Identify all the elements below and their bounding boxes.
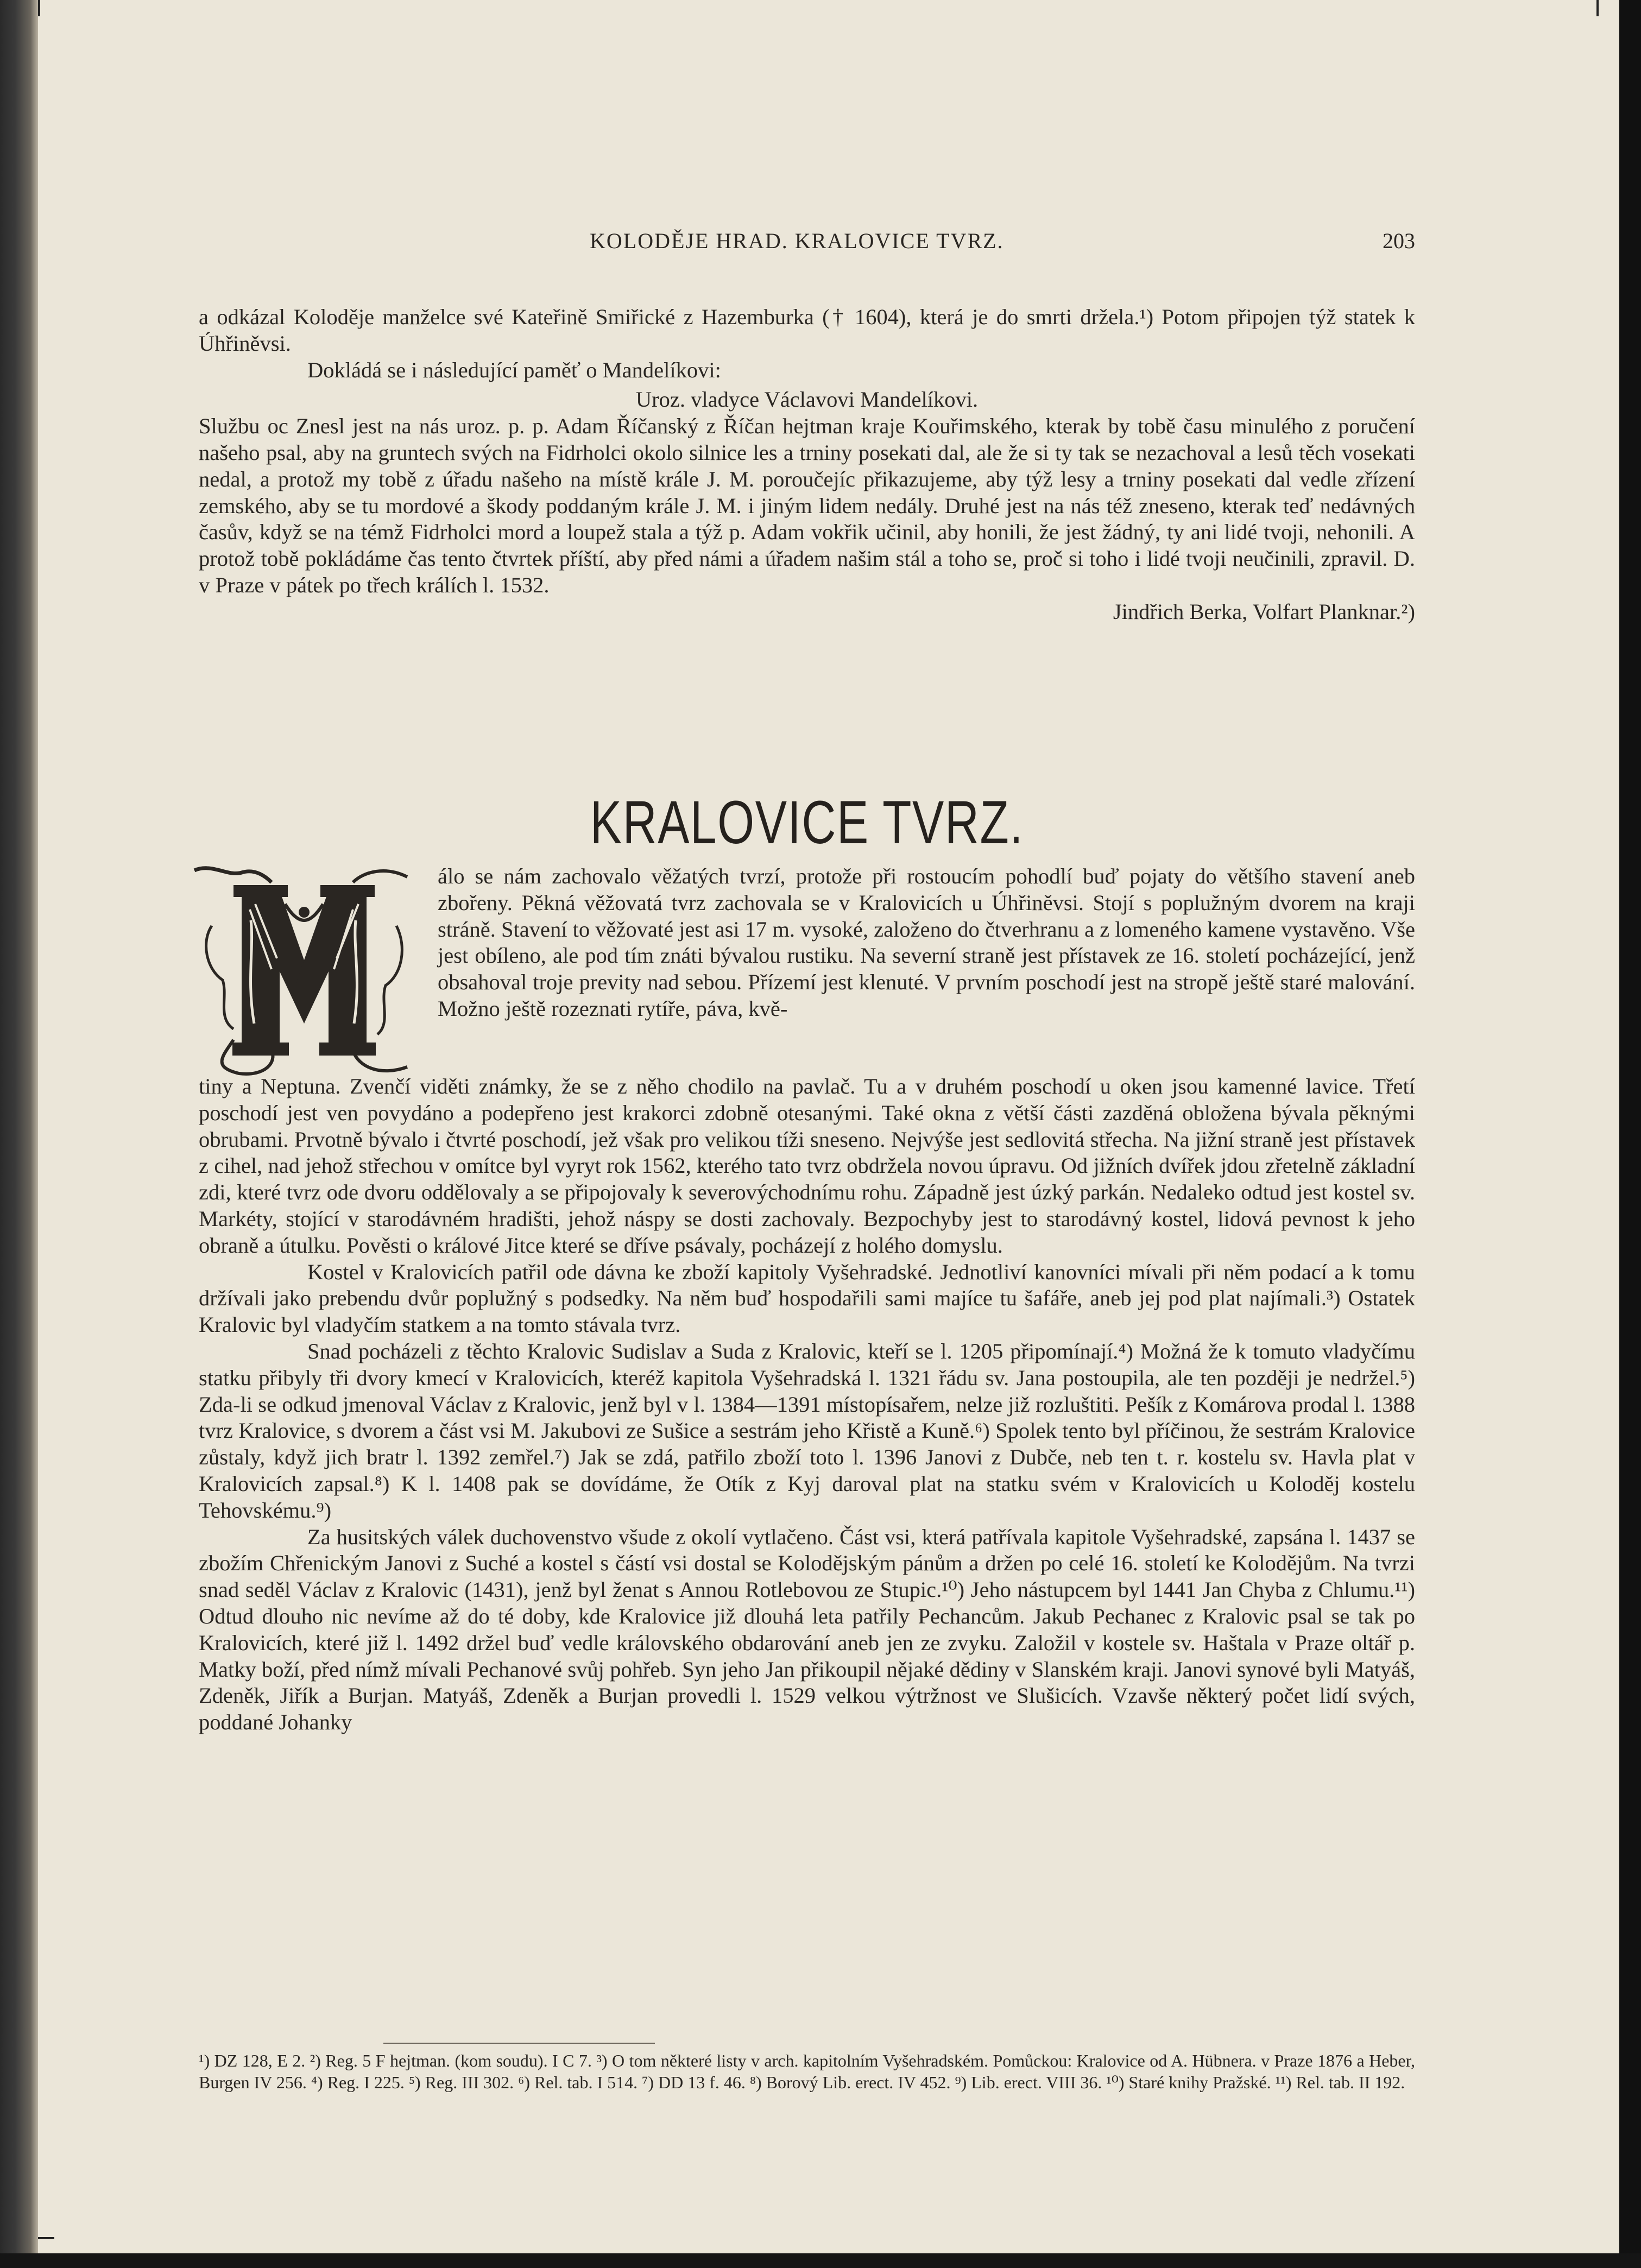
- intro-paragraph-1: a odkázal Koloděje manželce své Kateřině Smiřické z Hazemburka († 1604), která je do smrti držela.¹) Potom připojen týž statek k Úhřiněvsi.: [199, 305, 1415, 356]
- scan-edge-right: [1619, 0, 1641, 2268]
- section-paragraph-2: Kostel v Kralovicích patřil ode dávna ke zboží kapitoly Vyšehradské. Jednotliví kanovníci mívali při něm podací a k tomu držívali jako prebendu dvůr poplužný s podsedky. Na něm buď hospodařili sami majíce tu šafáře, aneb jej pod plat najímali.³) Ostatek Kralovic byl vladyčím statkem a na tomto stávala tvrz.: [199, 1259, 1415, 1337]
- footnote-rule: [383, 2043, 655, 2044]
- page-paper: [38, 0, 1619, 2253]
- intro-text: [199, 304, 1415, 626]
- section-paragraph-4: Za husitských válek duchovenstvo všude z okolí vytlačeno. Část vsi, která patřívala kapitole Vyšehradské, zapsána l. 1437 se zbožím Chřenickým Janovi z Suché a kostel s částí vsi dostal se Kolodějským pánům a držen po celé 16. století ke Kolodějům. Na tvrzi snad seděl Václav z Kralovic (1431), jenž byl ženat s Annou Rotlebovou ze Stupic.¹⁰) Jeho nástupcem byl 1441 Jan Chyba z Chlumu.¹¹) Odtud dlouho nic nevíme až do té doby, kde Kralovice již dlouhá leta patřily Pechancům. Jakub Pechanec z Kralovic psal se tak po Kralovicích, které již l. 1492 držel buď vedle královského obdarování aneb jen ze zvyku. Založil v kostele sv. Haštala v Praze oltář p. Matky boží, před nímž mívali Pechanové svůj pohřeb. Syn jeho Jan přikoupil nějaké dědiny v Slanském kraji. Janovi synové byli Matyáš, Zdeněk, Jiřík a Burjan. Matyáš, Zdeněk a Burjan provedli l. 1529 velkou výtržnost ve Slušicích. Vzavše některý počet lidí svých, poddané Johanky: [199, 1524, 1415, 1735]
- dropcap-m-picture: [190, 861, 418, 1078]
- running-header: [199, 228, 1415, 261]
- footnotes-text: ¹) DZ 128, E 2. ²) Reg. 5 F hejtman. (kom soudu). I C 7. ³) O tom některé listy v arch. kapitolním Vyšehradském. Pomůckou: Kralovice od A. Hübnera. v Praze 1876 a Heber, Burgen IV 256. ⁴) Reg. I 225. ⁵) Reg. III 302. ⁶) Rel. tab. I 514. ⁷) DD 13 f. 46. ⁸) Borový Lib. erect. IV 452. ⁹) Lib. erect. VIII 36. ¹⁰) Staré knihy Pražské. ¹¹) Rel. tab. II 192.: [199, 2051, 1415, 2092]
- running-header-title: KOLODĚJE HRAD. KRALOVICE TVRZ.: [590, 229, 1004, 253]
- book-binding-shadow: [0, 0, 38, 2268]
- crop-mark-top-left: [38, 0, 40, 16]
- scan-edge-bottom: [0, 2253, 1641, 2268]
- crop-mark-top-right: [1596, 0, 1599, 16]
- letter-heading: Uroz. vladyce Václavovi Mandelíkovi.: [635, 387, 979, 412]
- letter-body: Službu oc Znesl jest na nás uroz. p. p. Adam Říčanský z Říčan hejtman kraje Kouřimského, kterak by tobě času minulého z poručení našeho psal, aby na gruntech svých na Fidrholci okolo silnice les a trniny posekati dal, ale že si ty tak se nezachoval a lesů těch vosekati nedal, a protož my tobě z úřadu našeho na místě krále J. M. poroučejíc přikazujeme, aby týž lesy a trniny posekati dal vedle zřízení zemského, aby se tu mordové a škody poddaným krále J. M. i jiným lidem nedály. Druhé jest na nás též zneseno, kterak teď nedávných časův, když se na témž Fidrholci mord a loupež stala a týž p. Adam vokřik učinil, aby honili, že jest žádný, ty ani lidé tvoji, nehonili. A protož tobě pokládáme čas tento čtvrtek příští, aby před námi a úřadem našim stál a toho se, proč si toho i lidé tvoji neučinili, zpravil. D. v Praze v pátek po třech králích l. 1532.: [199, 414, 1415, 597]
- dropcap-ornament: [190, 861, 418, 1078]
- first-paragraph-wrapped: [438, 863, 1415, 1022]
- section-paragraph-3: Snad pocházeli z těchto Kralovic Sudislav a Suda z Kralovic, kteří se l. 1205 připomínají.⁴) Možná že k tomuto vladyčímu statku přibyly tři dvory kmecí v Kralovicích, kteréž kapitola Vyšehradská l. 1321 řádu sv. Jana postoupila, ale ten později je nedržel.⁵) Zda-li se odkud jmenoval Václav z Kralovic, jenž byl v l. 1384—1391 místopísařem, nelze již rozluštiti. Pešík z Komárova prodal l. 1388 tvrz Kralovice, s dvorem a část vsi M. Jakubovi ze Sušice a sestrám jeho Křistě a Kuně.⁶) Spolek tento byl příčinou, že sestrám Kralovice zůstaly, když jich bratr l. 1392 zemřel.⁷) Jak se zdá, patřilo zboží toto l. 1396 Janovi z Dubče, neb ten t. r. kostelu sv. Havla plat v Kralovicích zapsal.⁸) K l. 1408 pak se dovídáme, že Otík z Kyj daroval plat na statku svém v Kralovicích u Koloděj kostelu Tehovskému.⁹): [199, 1338, 1415, 1522]
- page-number: 203: [1383, 229, 1415, 253]
- first-paragraph-continuation: tiny a Neptuna. Zvenčí viděti známky, že se z něho chodilo na pavlač. Tu a v druhém poschodí u oken jsou kamenné lavice. Třetí poschodí jest ven povydáno a podepřeno jest krakorci zdobně otesanými. Také okna z větší části zazděná obložena bývala pěknými obrubami. Prvotně bývalo i čtvrté poschodí, jež však pro velikou tíži sneseno. Nejvýše jest sedlovitá střecha. Na jižní straně jest přístavek z cihel, nad jehož střechou v omítce byl vyryt rok 1562, kterého tato tvrz obdržela novou úpravu. Od jižních dvířek jdou zřetelně základní zdi, které tvrz ode dvoru oddělovaly a se připojovaly k severovýchodnímu rohu. Západně jest úzký parkán. Nedaleko odtud jest kostel sv. Markéty, stojící v starodávném hradišti, jehož náspy se dosti zachovaly. Bezpochyby jest to starodávný kostel, lidová pevnost k jeho obraně a útulku. Pověsti o králové Jitce které se dříve psávaly, pocházejí z holého domyslu.: [199, 1074, 1415, 1258]
- intro-paragraph-2: Dokládá se i následující paměť o Mandelíkovi:: [307, 357, 721, 382]
- footnotes: [199, 2050, 1415, 2093]
- section-body: [199, 1073, 1415, 1736]
- crop-mark-bottom-left: [38, 2237, 54, 2239]
- letter-signature: Jindřich Berka, Volfart Planknar.²): [1113, 599, 1415, 624]
- section-title: KRALOVICE TVRZ.: [590, 788, 1024, 856]
- first-paragraph-wrapped-text: álo se nám zachovalo věžatých tvrzí, protože při rostoucím pohodlí buď pojaty do většího stavení aneb zbořeny. Pěkná věžovatá tvrz zachovala se v Kralovicích u Úhřiněvsi. Stojí s poplužným dvorem na kraji stráně. Stavení to věžovaté jest asi 17 m. vysoké, založeno do čtverhranu a z lomeného kamene vystavěno. Vše jest obíleno, ale pod tím znáti bývalou rustiku. Na severní straně jest přístavek ze 16. století pocházející, jenž obsahoval troje previty nad sebou. Přízemí jest klenuté. V prvním poschodí jest na stropě ještě staré malování. Možno ještě rozeznati rytíře, páva, kvě-: [438, 864, 1415, 1021]
